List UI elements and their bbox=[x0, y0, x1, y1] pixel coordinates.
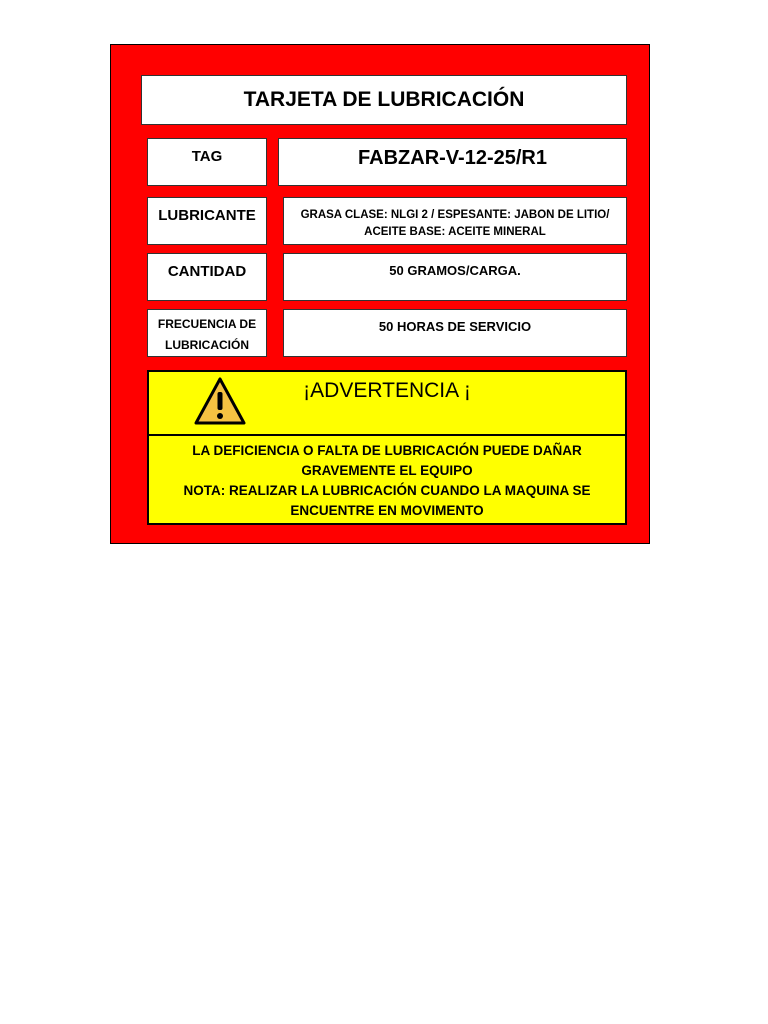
cantidad-label: CANTIDAD bbox=[147, 253, 267, 301]
frecuencia-label-line2: LUBRICACIÓN bbox=[165, 337, 249, 352]
tag-value: FABZAR-V-12-25/R1 bbox=[278, 138, 627, 186]
frecuencia-label bbox=[147, 309, 267, 357]
lubricante-value bbox=[283, 197, 627, 245]
frecuencia-label-line1: FRECUENCIA DE bbox=[157, 316, 257, 331]
lubricante-value-line1: GRASA CLASE: NLGI 2 / ESPESANTE: JABON DE LITIO/ bbox=[300, 208, 610, 221]
lubricante-label: LUBRICANTE bbox=[147, 197, 267, 245]
warning-title: ¡ADVERTENCIA ¡ bbox=[303, 379, 471, 402]
warning-line-2: GRAVEMENTE EL EQUIPO bbox=[301, 463, 473, 478]
frecuencia-value: 50 HORAS DE SERVICIO bbox=[283, 309, 627, 357]
warning-body bbox=[149, 434, 625, 525]
cantidad-value: 50 GRAMOS/CARGA. bbox=[283, 253, 627, 301]
lubricante-value-line2: ACEITE BASE: ACEITE MINERAL bbox=[364, 225, 546, 238]
warning-panel bbox=[147, 370, 627, 525]
warning-line-4: ENCUENTRE EN MOVIMENTO bbox=[290, 503, 484, 518]
card-title: TARJETA DE LUBRICACIÓN bbox=[141, 75, 627, 125]
tag-label: TAG bbox=[147, 138, 267, 186]
warning-line-3: NOTA: REALIZAR LA LUBRICACIÓN CUANDO LA MAQUINA SE bbox=[183, 483, 591, 498]
warning-line-1: LA DEFICIENCIA O FALTA DE LUBRICACIÓN PUEDE DAÑAR bbox=[192, 443, 582, 458]
lubrication-card bbox=[110, 44, 650, 544]
warning-header bbox=[149, 372, 625, 434]
